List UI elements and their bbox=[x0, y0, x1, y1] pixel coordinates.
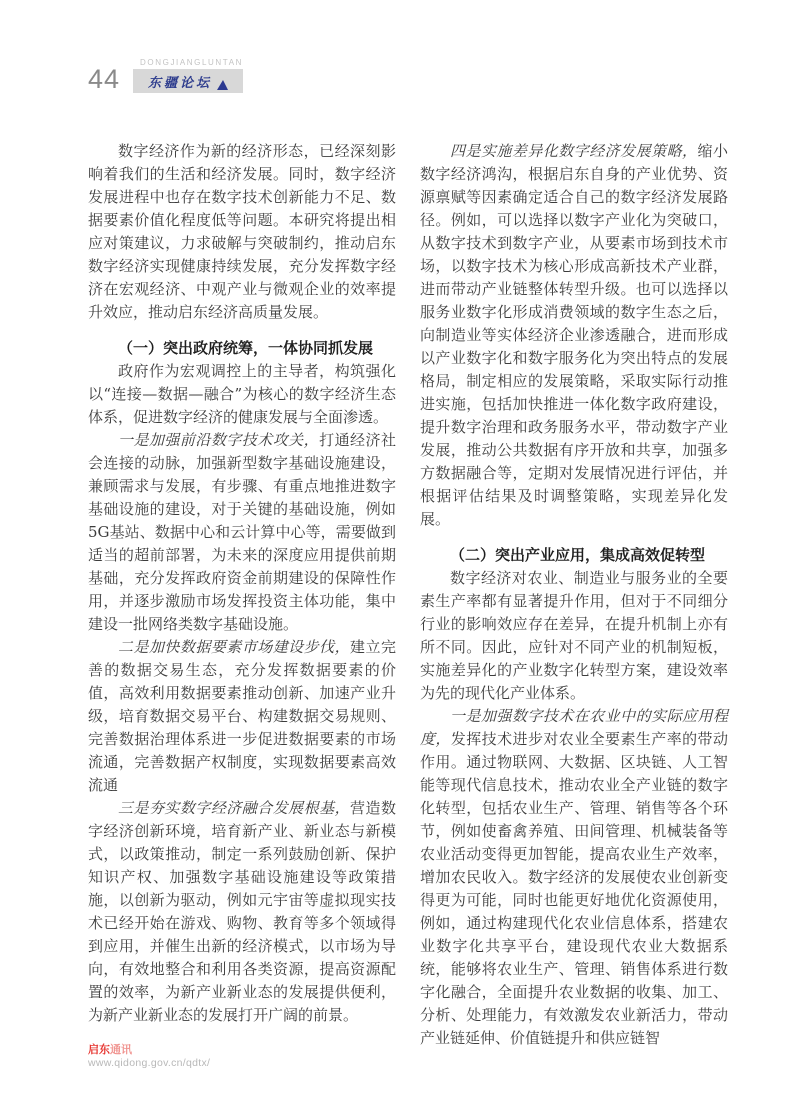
paragraph bbox=[88, 360, 396, 429]
paragraph bbox=[420, 705, 728, 1050]
paragraph bbox=[88, 429, 396, 636]
journal-logo bbox=[133, 58, 243, 93]
paragraph-lead: 三是夯实数字经济融合发展根基， bbox=[118, 799, 351, 817]
page-header bbox=[88, 58, 243, 93]
journal-name: 东疆论坛 bbox=[148, 75, 213, 91]
page-number: 44 bbox=[88, 64, 121, 94]
paragraph bbox=[88, 636, 396, 797]
paragraph-text: 政府作为宏观调控上的主导者，构筑强化以“连接—数据—融合”为核心的数字经济生态体系，促进数字经济的健康发展与全面渗透。 bbox=[88, 362, 396, 426]
paragraph-lead: 二是加快数据要素市场建设步伐， bbox=[118, 638, 351, 656]
paragraph-intro bbox=[88, 140, 396, 324]
paragraph bbox=[420, 567, 728, 705]
paragraph bbox=[88, 797, 396, 1027]
article-body bbox=[88, 140, 728, 1050]
footer-brand bbox=[88, 1044, 210, 1057]
section-heading-1: （一）突出政府统筹，一体协同抓发展 bbox=[118, 340, 374, 357]
paragraph-text: 缩小数字经济鸿沟，根据启东自身的产业优势、资源禀赋等因素确定适合自己的数字经济发展路径。例如，可以选择以数字产业化为突破口，从数字技术到数字产业，从要素市场到技术市场，以数字技术为核心形成高新技术产业群，进而带动产业链整体转型升级。也可以选择以服务业数字化形成消费领域的数字生态之后，向制造业等实体经济企业渗透融合，进而形成以产业数字化和数字服务化为突出特点的发展格局，制定相应的发展策略，采取实际行动推进实施，包括加快推进一体化数字政府建设，提升数字治理和政务服务水平，带动数字产业发展，推动公共数据有序开放和共享，加强多方数据融合等，定期对发展情况进行评估，并根据评估结果及时调整策略，实现差异化发展。 bbox=[420, 142, 728, 528]
page-footer bbox=[88, 1044, 210, 1070]
paragraph-lead: 一是加强数字技术在农业中的实际应用程度， bbox=[420, 707, 728, 748]
paragraph-text: 数字经济对农业、制造业与服务业的全要素生产率都有显著提升作用，但对于不同细分行业的影响效应存在差异，在提升机制上亦有所不同。因此，应针对不同产业的机制短板，实施差异化的产业数字化转型方案，建设效率为先的现代化产业体系。 bbox=[420, 569, 728, 702]
journal-logo-box bbox=[133, 69, 243, 93]
paragraph-text: 打通经济社会连接的动脉，加强新型数字基础设施建设，兼顾需求与发展，有步骤、有重点地推进数字基础设施的建设，对于关键的基础设施，例如5G基站、数据中心和云计算中心等，需要做到适当的超前部署，为未来的深度应用提供前期基础，充分发挥政府资金前期建设的保障性作用，并逐步激励市场发挥投资主体功能，集中建设一批网络类数字基础设施。 bbox=[88, 431, 396, 633]
column-left bbox=[88, 140, 396, 1050]
column-right bbox=[420, 140, 728, 1050]
journal-pinyin: DONGJIANGLUNTAN bbox=[140, 58, 244, 67]
paragraph-lead: 四是实施差异化数字经济发展策略， bbox=[450, 142, 698, 160]
paragraph-text: 发挥技术进步对农业全要素生产率的带动作用。通过物联网、大数据、区块链、人工智能等现代信息技术，推动农业全产业链的数字化转型，包括农业生产、管理、销售等各个环节，例如使畜禽养殖、田间管理、机械装备等农业活动变得更加智能，提高农业生产效率，增加农民收入。数字经济的发展使农业创新变得更为可能，同时也能更好地优化资源使用，例如，通过构建现代化农业信息体系，搭建农业数字化共享平台，建设现代农业大数据系统，能够将农业生产、管理、销售体系进行数字化融合，全面提升农业数据的收集、加工、分析、处理能力，有效激发农业新活力，带动产业链延伸、价值链提升和供应链智 bbox=[420, 730, 728, 1047]
paragraph-text: 数字经济作为新的经济形态，已经深刻影响着我们的生活和经济发展。同时，数字经济发展进程中也存在数字技术创新能力不足、数据要素价值化程度低等问题。本研究将提出相应对策建议，力求破解与突破制约，推动启东数字经济实现健康持续发展，充分发挥数字经济在宏观经济、中观产业与微观企业的效率提升效应，推动启东经济高质量发展。 bbox=[88, 142, 396, 321]
paragraph-text: 建立完善的数据交易生态，充分发挥数据要素的价值，高效利用数据要素推动创新、加速产业升级，培育数据交易平台、构建数据交易规则、完善数据治理体系进一步促进数据要素的市场流通，完善数据产权制度，实现数据要素高效流通 bbox=[88, 638, 396, 794]
footer-url: www.qidong.gov.cn/qdtx/ bbox=[88, 1057, 211, 1069]
section-heading-2: （二）突出产业应用，集成高效促转型 bbox=[450, 547, 706, 564]
triangle-icon bbox=[217, 80, 228, 90]
paragraph-text: 营造数字经济创新环境，培育新产业、新业态与新模式，以政策推动，制定一系列鼓励创新、保护知识产权、加强数字基础设施建设等政策措施，以创新为驱动，例如元宇宙等虚拟现实技术已经开始在游戏、购物、教育等多个领域得到应用，并催生出新的经济模式，以市场为导向，有效地整合和利用各类资源，提高资源配置的效率，为新产业新业态的发展提供便利，为新产业新业态的发展打开广阔的前景。 bbox=[88, 799, 396, 1024]
footer-brand-strong: 启东 bbox=[88, 1044, 110, 1056]
paragraph bbox=[420, 140, 728, 531]
footer-brand-light: 通讯 bbox=[110, 1044, 132, 1056]
paragraph-lead: 一是加强前沿数字技术攻关， bbox=[118, 431, 320, 449]
